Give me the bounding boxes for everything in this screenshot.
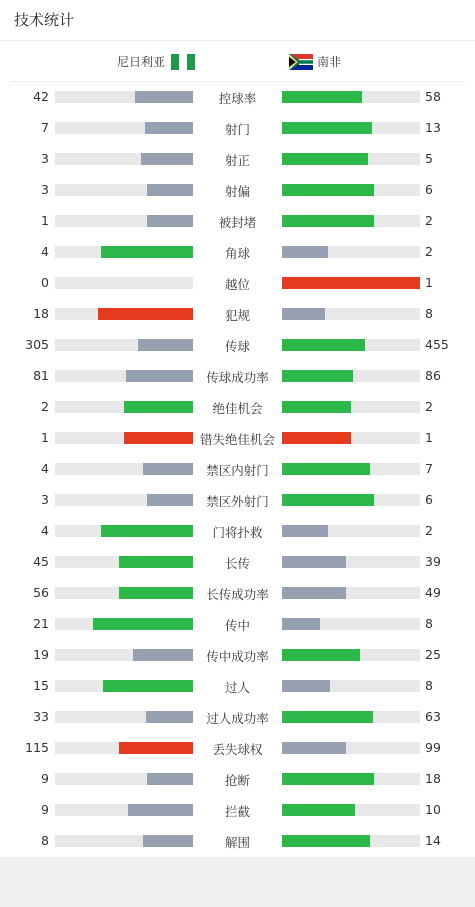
stat-label: 长传 — [224, 556, 250, 571]
home-bar-track — [55, 680, 193, 692]
stat-row — [0, 112, 475, 143]
away-bar — [282, 525, 328, 537]
home-value: 33 — [33, 709, 49, 724]
home-value: 18 — [33, 306, 49, 321]
away-bar — [282, 91, 362, 103]
home-value: 9 — [41, 802, 49, 817]
home-bar — [93, 618, 193, 630]
stat-label: 禁区外射门 — [206, 494, 269, 509]
away-bar — [282, 556, 346, 568]
away-value: 49 — [425, 585, 441, 600]
away-bar — [282, 339, 365, 351]
stat-row — [0, 825, 475, 856]
home-bar-track — [55, 711, 193, 723]
stat-row — [0, 577, 475, 608]
away-value: 455 — [425, 337, 449, 352]
home-value: 42 — [33, 89, 49, 104]
away-bar-track — [282, 277, 420, 289]
stat-label: 射偏 — [224, 184, 250, 199]
home-value: 15 — [33, 678, 49, 693]
away-bar-track — [282, 246, 420, 258]
south-africa-flag-icon — [289, 54, 313, 70]
away-bar-track — [282, 401, 420, 413]
stat-label: 过人成功率 — [206, 711, 269, 726]
home-bar — [135, 91, 193, 103]
away-bar — [282, 153, 368, 165]
home-bar — [146, 711, 193, 723]
home-team-name: 尼日利亚 — [117, 55, 166, 69]
home-bar-track — [55, 339, 193, 351]
stat-row — [0, 732, 475, 763]
stat-row — [0, 205, 475, 236]
teams-header — [10, 41, 465, 82]
home-bar-track — [55, 494, 193, 506]
home-bar — [143, 463, 193, 475]
away-bar-track — [282, 494, 420, 506]
home-value: 4 — [41, 523, 49, 538]
home-bar-track — [55, 432, 193, 444]
home-bar — [124, 432, 193, 444]
away-bar-track — [282, 773, 420, 785]
away-bar — [282, 308, 325, 320]
away-bar — [282, 835, 370, 847]
home-bar-track — [55, 401, 193, 413]
home-value: 115 — [25, 740, 49, 755]
home-bar — [147, 184, 193, 196]
away-bar-track — [282, 804, 420, 816]
away-bar-track — [282, 742, 420, 754]
home-bar-track — [55, 215, 193, 227]
away-bar-track — [282, 556, 420, 568]
stat-row — [0, 360, 475, 391]
stat-row — [0, 174, 475, 205]
away-bar-track — [282, 649, 420, 661]
away-bar-track — [282, 835, 420, 847]
page-title: 技术统计 — [0, 0, 475, 41]
home-bar — [119, 556, 193, 568]
away-bar-track — [282, 184, 420, 196]
stat-label: 抢断 — [224, 773, 250, 788]
stat-label: 禁区内射门 — [206, 463, 269, 478]
home-bar-track — [55, 246, 193, 258]
away-bar-track — [282, 122, 420, 134]
home-value: 0 — [41, 275, 49, 290]
stat-label: 越位 — [224, 277, 250, 292]
away-value: 8 — [425, 678, 433, 693]
stat-label: 犯规 — [224, 308, 250, 323]
stat-label: 射门 — [224, 122, 250, 137]
home-value: 21 — [33, 616, 49, 631]
away-bar-track — [282, 680, 420, 692]
away-bar — [282, 742, 346, 754]
home-bar-track — [55, 370, 193, 382]
home-bar — [133, 649, 193, 661]
stat-row — [0, 236, 475, 267]
home-value: 8 — [41, 833, 49, 848]
away-bar — [282, 680, 330, 692]
away-value: 8 — [425, 306, 433, 321]
stat-row — [0, 329, 475, 360]
away-value: 2 — [425, 523, 433, 538]
stat-label: 错失绝佳机会 — [199, 432, 275, 447]
away-bar — [282, 618, 320, 630]
away-bar-track — [282, 215, 420, 227]
away-value: 13 — [425, 120, 441, 135]
home-value: 19 — [33, 647, 49, 662]
home-bar-track — [55, 184, 193, 196]
home-value: 7 — [41, 120, 49, 135]
away-bar-track — [282, 91, 420, 103]
home-bar-track — [55, 556, 193, 568]
home-bar-track — [55, 835, 193, 847]
stat-row — [0, 143, 475, 174]
away-bar-track — [282, 463, 420, 475]
home-bar — [145, 122, 193, 134]
home-value: 3 — [41, 182, 49, 197]
stat-row — [0, 267, 475, 298]
home-bar — [119, 587, 193, 599]
stat-label: 角球 — [224, 246, 250, 261]
away-value: 5 — [425, 151, 433, 166]
home-value: 4 — [41, 461, 49, 476]
away-bar-track — [282, 618, 420, 630]
away-value: 1 — [425, 275, 433, 290]
away-value: 6 — [425, 492, 433, 507]
stat-row — [0, 515, 475, 546]
stat-row — [0, 484, 475, 515]
home-value: 3 — [41, 151, 49, 166]
away-bar-track — [282, 525, 420, 537]
stat-row — [0, 794, 475, 825]
home-bar — [98, 308, 193, 320]
stat-label: 传中成功率 — [206, 649, 269, 664]
stat-label: 被封堵 — [218, 215, 257, 230]
stat-label: 过人 — [224, 680, 250, 695]
stat-row — [0, 763, 475, 794]
away-value: 6 — [425, 182, 433, 197]
away-value: 39 — [425, 554, 441, 569]
home-bar — [124, 401, 193, 413]
stat-label: 拦截 — [224, 804, 250, 819]
stat-row — [0, 453, 475, 484]
home-bar — [126, 370, 193, 382]
away-bar — [282, 122, 372, 134]
home-value: 81 — [33, 368, 49, 383]
away-value: 8 — [425, 616, 433, 631]
away-bar — [282, 804, 355, 816]
stat-row — [0, 546, 475, 577]
home-bar — [101, 525, 193, 537]
away-bar-track — [282, 432, 420, 444]
stat-label: 传球成功率 — [206, 370, 269, 385]
home-bar-track — [55, 308, 193, 320]
stat-label: 长传成功率 — [206, 587, 269, 602]
away-bar — [282, 587, 346, 599]
away-value: 18 — [425, 771, 441, 786]
stat-label: 丢失球权 — [212, 742, 263, 757]
home-bar — [103, 680, 193, 692]
home-bar — [101, 246, 193, 258]
home-value: 305 — [25, 337, 49, 352]
away-bar — [282, 773, 374, 785]
home-bar-track — [55, 463, 193, 475]
home-value: 9 — [41, 771, 49, 786]
away-bar-track — [282, 339, 420, 351]
away-bar — [282, 432, 351, 444]
away-value: 2 — [425, 213, 433, 228]
away-bar-track — [282, 711, 420, 723]
away-bar-track — [282, 587, 420, 599]
away-bar-track — [282, 308, 420, 320]
away-team-name: 南非 — [317, 55, 342, 69]
away-bar — [282, 649, 360, 661]
away-bar — [282, 370, 353, 382]
home-value: 1 — [41, 213, 49, 228]
home-value: 2 — [41, 399, 49, 414]
away-bar — [282, 401, 351, 413]
home-bar — [138, 339, 193, 351]
home-value: 45 — [33, 554, 49, 569]
away-bar — [282, 277, 420, 289]
away-bar-track — [282, 370, 420, 382]
stat-label: 控球率 — [218, 91, 257, 106]
away-value: 1 — [425, 430, 433, 445]
home-bar-track — [55, 277, 193, 289]
home-bar-track — [55, 525, 193, 537]
home-value: 1 — [41, 430, 49, 445]
stat-label: 射正 — [224, 153, 250, 168]
away-bar — [282, 711, 373, 723]
home-bar — [141, 153, 193, 165]
away-value: 99 — [425, 740, 441, 755]
away-value: 14 — [425, 833, 441, 848]
away-value: 2 — [425, 244, 433, 259]
home-bar — [143, 835, 193, 847]
home-bar-track — [55, 742, 193, 754]
stat-label: 门将扑救 — [212, 525, 263, 540]
home-bar — [147, 494, 193, 506]
away-value: 7 — [425, 461, 433, 476]
home-team[interactable] — [117, 53, 195, 70]
away-bar — [282, 494, 374, 506]
home-value: 56 — [33, 585, 49, 600]
home-bar-track — [55, 91, 193, 103]
home-bar-track — [55, 618, 193, 630]
home-bar — [147, 215, 193, 227]
away-value: 25 — [425, 647, 441, 662]
home-bar-track — [55, 122, 193, 134]
stat-row — [0, 701, 475, 732]
nigeria-flag-icon — [171, 54, 195, 70]
stat-label: 传中 — [224, 618, 250, 633]
away-value: 10 — [425, 802, 441, 817]
away-team[interactable] — [289, 53, 341, 70]
home-bar-track — [55, 804, 193, 816]
away-value: 86 — [425, 368, 441, 383]
home-bar — [128, 804, 193, 816]
stat-row — [0, 81, 475, 112]
stat-row — [0, 422, 475, 453]
away-bar — [282, 184, 374, 196]
stat-row — [0, 639, 475, 670]
stat-label: 解围 — [224, 835, 250, 850]
away-value: 63 — [425, 709, 441, 724]
stats-list — [0, 81, 475, 856]
away-bar — [282, 215, 374, 227]
home-bar — [147, 773, 193, 785]
stat-label: 绝佳机会 — [212, 401, 263, 416]
away-bar — [282, 463, 370, 475]
stat-row — [0, 298, 475, 329]
stat-label: 传球 — [224, 339, 250, 354]
away-bar — [282, 246, 328, 258]
home-bar-track — [55, 649, 193, 661]
home-value: 3 — [41, 492, 49, 507]
home-bar — [119, 742, 193, 754]
stat-row — [0, 670, 475, 701]
home-value: 4 — [41, 244, 49, 259]
away-value: 2 — [425, 399, 433, 414]
stat-row — [0, 391, 475, 422]
home-bar-track — [55, 153, 193, 165]
home-bar-track — [55, 773, 193, 785]
away-value: 58 — [425, 89, 441, 104]
home-bar-track — [55, 587, 193, 599]
away-bar-track — [282, 153, 420, 165]
stat-row — [0, 608, 475, 639]
